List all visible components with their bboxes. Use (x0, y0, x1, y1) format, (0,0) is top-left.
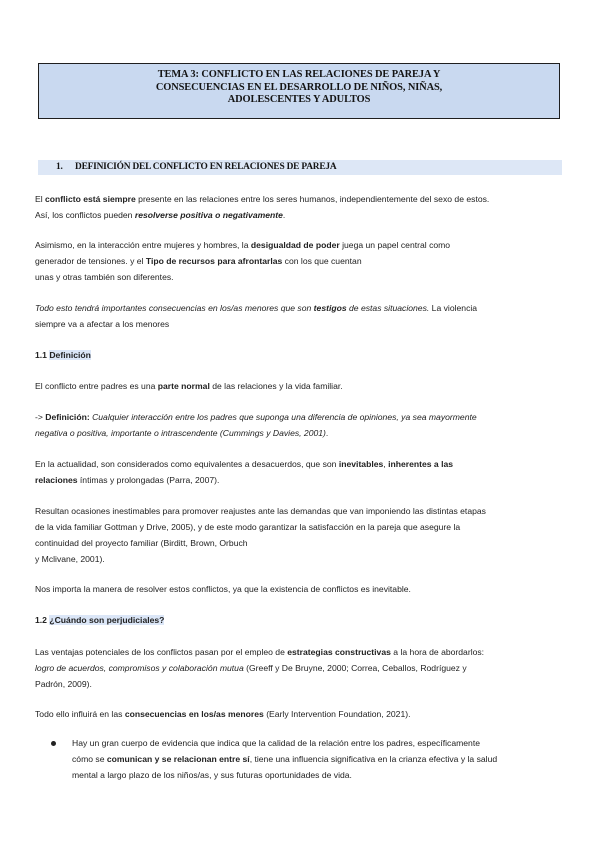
text-run: (Greeff y De Bruyne, 2000; Correa, Ceballos, Rodríguez y (243, 663, 467, 673)
text-run: íntimas y prolongadas (Parra, 2007). (77, 475, 220, 485)
text-run-bold: parte normal (157, 381, 210, 391)
subsection-1-2-heading (35, 613, 575, 629)
subsection-title: ¿Cuándo son perjudiciales? (49, 615, 165, 625)
paragraph-8: Nos importa la manera de resolver estos conflictos, ya que la existencia de conflictos es inevitable. (35, 584, 411, 594)
text-run: a la hora de abordarlos: (390, 647, 485, 657)
paragraph-10 (35, 707, 575, 723)
document-title-box (38, 63, 560, 119)
text-run: Asimismo, en la interacción entre mujeres y hombres, la (35, 240, 251, 250)
text-run-italic: logro de acuerdos, compromisos y colaboración mutua (35, 663, 244, 673)
paragraph-5-line-1 (35, 410, 575, 426)
text-run-bold: Tipo de recursos para afrontarlas (145, 256, 283, 266)
text-run: (Early Intervention Foundation, 2021). (263, 709, 411, 719)
paragraph-2-line-1 (35, 238, 575, 254)
text-run: de las relaciones y la vida familiar. (209, 381, 343, 391)
title-line-3: ADOLESCENTES Y ADULTOS (227, 94, 371, 106)
text-run-bold: relaciones (35, 475, 78, 485)
text-run-bold: desigualdad de poder (250, 240, 340, 250)
paragraph-2-line-3: unas y otras también son diferentes. (35, 272, 174, 282)
paragraph-5-line-2 (35, 426, 575, 442)
text-run-italic: de estas situaciones. (346, 303, 430, 313)
paragraph-6-line-1 (35, 457, 575, 473)
text-run: cómo se (72, 754, 107, 764)
paragraph-3-line-1 (35, 301, 575, 317)
text-run: generador de tensiones. y el (35, 256, 146, 266)
paragraph-9-line-2 (35, 661, 575, 677)
paragraph-7-line-3: continuidad del proyecto familiar (Birditt, Brown, Orbuch (35, 538, 248, 548)
text-run-italic: negativa o positiva, importante o intrascendente (Cummings y Davies, 2001) (35, 428, 326, 438)
paragraph-1-line-1 (35, 192, 575, 208)
text-run: En la actualidad, son considerados como equivalentes a desacuerdos, que son (35, 459, 339, 469)
text-run: . (282, 210, 286, 220)
bullet-1-line-3: mental a largo plazo de los niños/as, y sus futuras oportunidades de vida. (72, 770, 352, 780)
paragraph-7-line-1: Resultan ocasiones inestimables para promover reajustes ante las demandas que van imponiendo las distintas etapas (35, 506, 486, 516)
text-run: presente en las relaciones entre los seres humanos, independientemente del sexo de estos. (135, 194, 490, 204)
text-run: Las ventajas potenciales de los conflictos pasan por el empleo de (35, 647, 288, 657)
text-run-bold: Definición: (45, 412, 90, 422)
paragraph-4 (35, 379, 575, 395)
text-run-bold-italic: resolverse positiva o negativamente (134, 210, 283, 220)
section-1-heading (38, 160, 562, 175)
text-run: , (383, 459, 389, 469)
title-line-2: CONSECUENCIAS EN EL DESARROLLO DE NIÑOS, NIÑAS, (155, 81, 443, 93)
bullet-dot-icon (51, 741, 56, 746)
paragraph-1-line-2 (35, 208, 575, 224)
section-1-title: DEFINICIÓN DEL CONFLICTO EN RELACIONES DE PAREJA (75, 162, 337, 172)
subsection-title: Definición (49, 350, 91, 360)
text-run-bold: inherentes a las (388, 459, 454, 469)
text-run: Todo ello influirá en las (35, 709, 125, 719)
text-run-bold: conflicto está siempre (45, 194, 136, 204)
text-run-bold: estrategias constructivas (287, 647, 391, 657)
subsection-number: 1.2 (35, 615, 50, 625)
text-run-bold-italic: testigos (313, 303, 347, 313)
text-run: El conflicto entre padres es una (35, 381, 158, 391)
bullet-1-line-2 (72, 752, 497, 768)
text-run-italic: Todo esto tendrá importantes consecuencias en los/as menores que son (35, 303, 314, 313)
text-run: -> (35, 412, 46, 422)
text-run: . (325, 428, 329, 438)
paragraph-7-line-4: y Mclivane, 2001). (35, 554, 105, 564)
subsection-1-1-heading (35, 348, 575, 364)
text-run: La violencia (429, 303, 478, 313)
bullet-1-line-1: Hay un gran cuerpo de evidencia que indica que la calidad de la relación entre los padres, específicamente (72, 738, 480, 748)
text-run-bold: consecuencias en los/as menores (124, 709, 264, 719)
text-run: , tiene una influencia significativa en la crianza efectiva y la salud (249, 754, 498, 764)
paragraph-9-line-3: Padrón, 2009). (35, 679, 92, 689)
paragraph-3-line-2: siempre va a afectar a los menores (35, 319, 170, 329)
text-run-italic: Cualquier interacción entre los padres que suponga una diferencia de opiniones, ya sea mayormente (89, 412, 477, 422)
text-run: Así, los conflictos pueden (35, 210, 135, 220)
paragraph-2-line-2 (35, 254, 575, 270)
paragraph-7-line-2: de la vida familiar Gottman y Drive, 2005), y de este modo garantizar la satisfacción en la pareja que asegure la (35, 522, 461, 532)
text-run: con los que cuentan (282, 256, 362, 266)
text-run: El (35, 194, 46, 204)
paragraph-6-line-2 (35, 473, 575, 489)
paragraph-9-line-1 (35, 645, 575, 661)
section-1-number: 1. (56, 162, 63, 172)
subsection-number: 1.1 (35, 350, 50, 360)
title-line-1: TEMA 3: CONFLICTO EN LAS RELACIONES DE PAREJA Y (157, 69, 441, 80)
text-run-bold: comunican y se relacionan entre sí (106, 754, 250, 764)
text-run-bold: inevitables (338, 459, 384, 469)
text-run: juega un papel central como (339, 240, 451, 250)
